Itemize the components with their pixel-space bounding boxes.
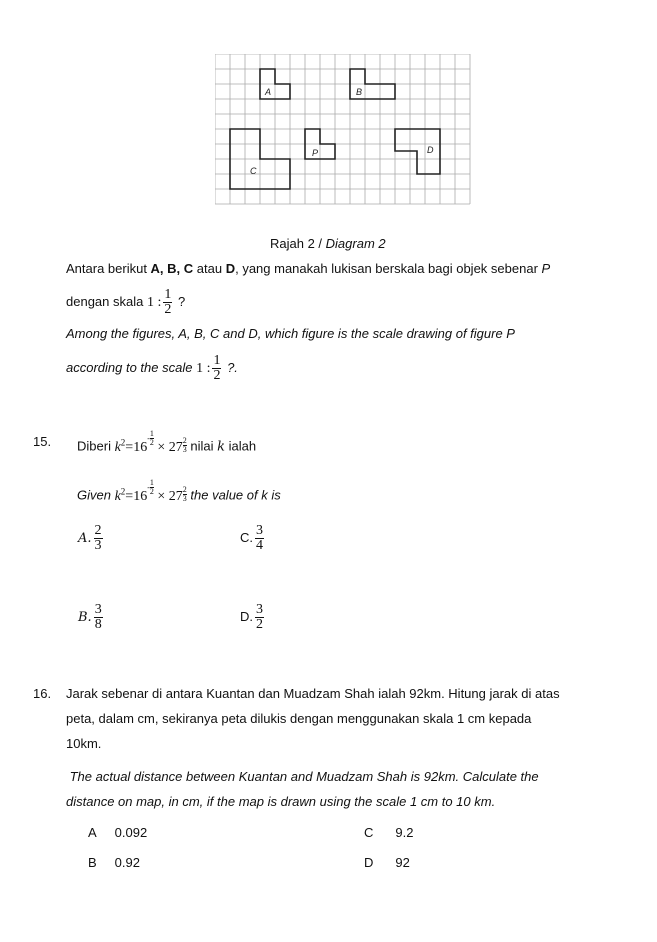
q14-ms-line2: dengan skala 1 : $\frac{1}{2}$ ? xyxy=(66,287,186,317)
q15-ms-line: Diberi $k^2=16$ - 1 2 × 27 $\frac{2}{3}$ nilai k ialah xyxy=(77,429,257,455)
q14-ms-line1: Antara berikut A, B, C atau D, yang manakah lukisan berskala bagi objek sebenar P xyxy=(66,261,551,276)
q16-ms-line3: 10km. xyxy=(66,736,102,751)
q16-option-c[interactable]: C 9.2 xyxy=(364,825,414,840)
q15-option-b[interactable]: B. $\frac{3}{8}$ xyxy=(78,602,102,632)
equation: $k^2=16$ - 1 2 × 27 $\frac{2}{3}$ xyxy=(114,478,187,504)
q15-option-a[interactable]: A. $\frac{2}{3}$ xyxy=(78,523,102,553)
q16-option-b[interactable]: B 0.92 xyxy=(88,855,140,870)
q16-en-line2: distance on map, in cm, if the map is drawn using the scale 1 cm to 10 km. xyxy=(66,794,496,809)
q15-en-line: Given $k^2=16$ - 1 2 × 27 $\frac{2}{3}$ the value of k is xyxy=(77,478,281,504)
q16-en-line1: The actual distance between Kuantan and Muadzam Shah is 92km. Calculate the xyxy=(66,769,539,784)
diagram-caption: Rajah 2 / Diagram 2 xyxy=(270,236,386,251)
label-c: C xyxy=(250,166,257,176)
label-a: A xyxy=(265,87,272,97)
q16-option-a[interactable]: A 0.092 xyxy=(88,825,148,840)
label-b: B xyxy=(356,87,363,97)
grid-diagram xyxy=(215,54,471,214)
label-d: D xyxy=(427,145,434,155)
q16-number: 16. xyxy=(33,686,52,701)
q14-en-line2: according to the scale 1 : $\frac{1}{2}$ ?. xyxy=(66,353,238,383)
q15-option-c[interactable]: C. $\frac{3}{4}$ xyxy=(240,523,263,553)
q16-option-d[interactable]: D 92 xyxy=(364,855,410,870)
q14-en-line1: Among the figures, A, B, C and D, which figure is the scale drawing of figure P xyxy=(66,326,515,341)
q16-ms-line2: peta, dalam cm, sekiranya peta dilukis dengan menggunakan skala 1 cm kepada xyxy=(66,711,532,726)
q16-ms-line1: Jarak sebenar di antara Kuantan dan Muadzam Shah ialah 92km. Hitung jarak di atas xyxy=(66,686,560,701)
equation: $k^2=16$ - 1 2 × 27 $\frac{2}{3}$ xyxy=(114,429,187,455)
label-p: P xyxy=(312,148,319,158)
q15-number: 15. xyxy=(33,434,52,449)
q15-option-d[interactable]: D. $\frac{3}{2}$ xyxy=(240,602,263,632)
